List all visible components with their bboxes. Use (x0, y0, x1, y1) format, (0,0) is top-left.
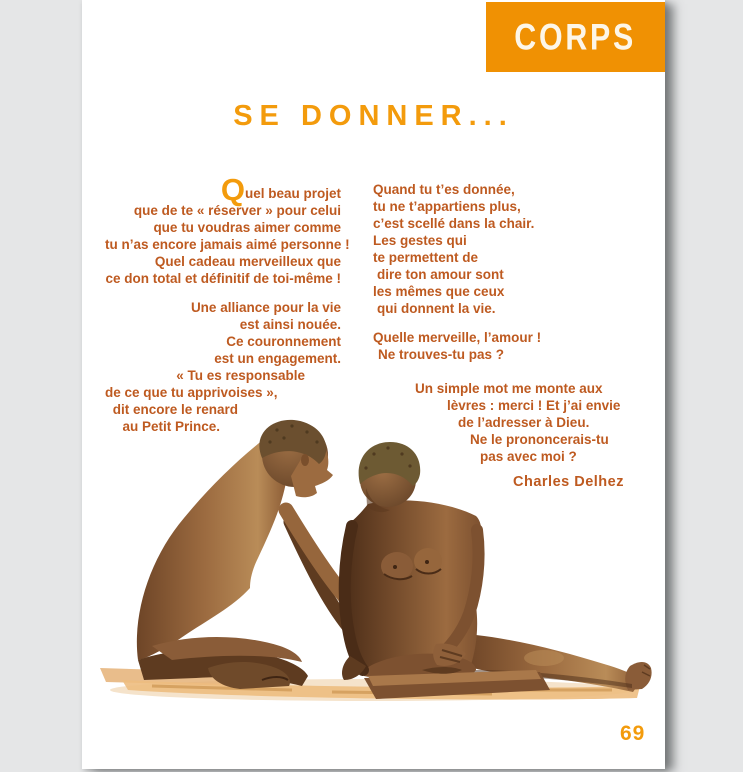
poem-line: dit encore le renard (112, 402, 238, 417)
poem-line: de l’adresser à Dieu. (458, 415, 590, 430)
poem-line: Quel cadeau merveilleux que (154, 254, 341, 269)
section-banner (486, 2, 665, 72)
right-paragraph-2 (373, 329, 623, 363)
poem-line: pas avec moi ? (480, 449, 577, 464)
poem-line: de ce que tu apprivoises », (105, 385, 278, 400)
poem-line: Quand tu t’es donnée, (373, 182, 515, 197)
poem-line: Une alliance pour la vie (190, 300, 341, 315)
poem-line: tu n’as encore jamais aimé personne ! (105, 237, 350, 252)
page-number: 69 (620, 722, 646, 745)
sculpture-image (92, 418, 657, 712)
magazine-page (82, 0, 665, 769)
right-paragraph-1 (373, 181, 623, 317)
poem-line: Ne trouves-tu pas ? (378, 347, 505, 362)
poem-line: est un engagement. (214, 351, 341, 366)
poem-line: tu ne t’appartiens plus, (373, 199, 521, 214)
dropcap-letter: Q (220, 172, 245, 207)
poem-line: Ce couronnement (226, 334, 341, 349)
author-signature: Charles Delhez (513, 474, 624, 490)
poem-line (105, 172, 341, 207)
poem-line: qui donnent la vie. (377, 301, 496, 316)
poem-line: au Petit Prince. (122, 419, 220, 434)
poem-line: te permettent de (373, 250, 479, 265)
left-paragraph-1 (105, 172, 350, 287)
poem-line: ce don total et définitif de toi-même ! (105, 271, 341, 286)
left-paragraph-2 (105, 299, 341, 435)
female-figure-shape (341, 442, 652, 692)
poem-line: que de te « réserver » pour celui (133, 203, 341, 218)
poem-line: les mêmes que ceux (373, 284, 505, 299)
page-title: SE DONNER... (233, 100, 514, 132)
poem-line: Ne le prononcerais-tu (470, 432, 609, 447)
poem-line: dire ton amour sont (377, 267, 504, 282)
poem-line: est ainsi nouée. (239, 317, 341, 332)
poem-line: c’est scellé dans la chair. (373, 216, 535, 231)
poem-line: Quelle merveille, l’amour ! (373, 330, 542, 345)
poem-line-text: uel beau projet (244, 186, 341, 201)
poem-line: Un simple mot me monte aux (415, 381, 603, 396)
poem-line: Les gestes qui (373, 233, 467, 248)
poem-line: « Tu es responsable (176, 368, 305, 383)
left-text-column (105, 172, 350, 435)
section-banner-label: CORPS (514, 15, 637, 58)
poem-line: lèvres : merci ! Et j’ai envie (447, 398, 621, 413)
poem-line: que tu voudras aimer comme (153, 220, 341, 235)
